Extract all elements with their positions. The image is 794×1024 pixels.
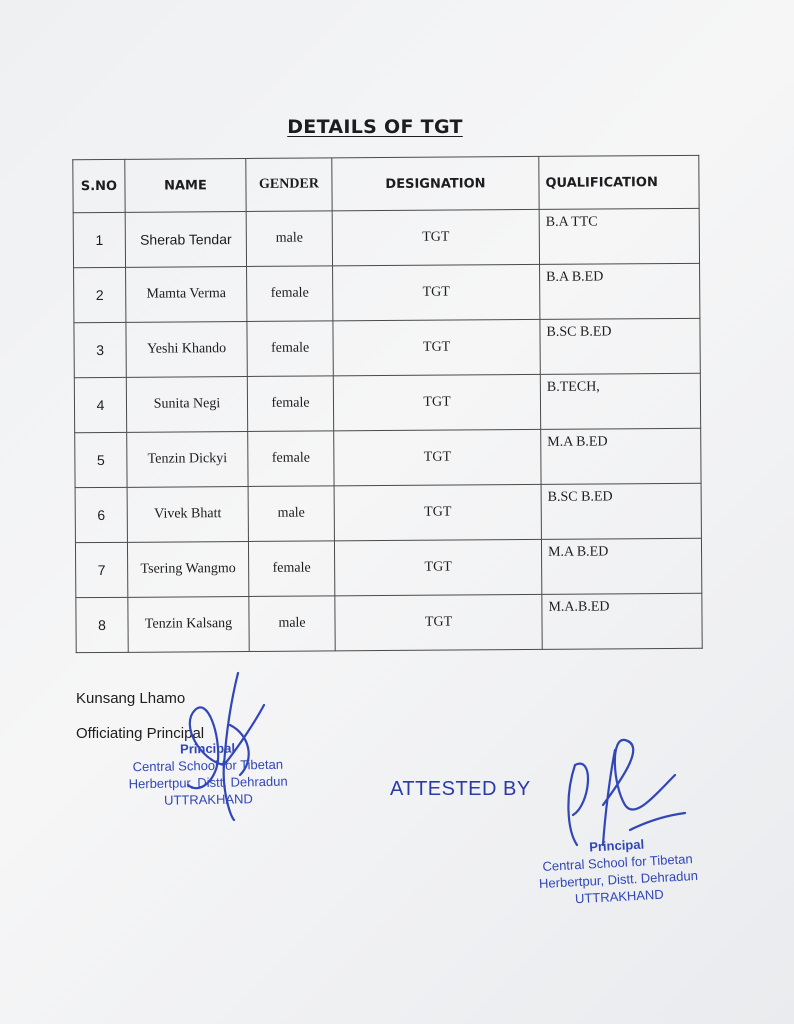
header-sno: S.NO [73, 159, 125, 212]
cell-qualification: M.A.B.ED [542, 593, 702, 649]
cell-qualification: B.TECH, [540, 373, 700, 429]
cell-name: Tenzin Kalsang [128, 596, 249, 652]
cell-designation: TGT [334, 539, 541, 595]
cell-sno: 7 [75, 542, 127, 597]
table-row [75, 483, 701, 542]
table-row [73, 208, 699, 267]
stamp-line-1: Central School for Tibetan [132, 756, 284, 775]
cell-qualification: B.A TTC [539, 208, 699, 264]
cell-gender: female [247, 266, 333, 322]
cell-name: Sherab Tendar [125, 211, 246, 267]
cell-sno: 5 [75, 432, 127, 487]
header-qualification: QUALIFICATION [539, 155, 699, 209]
table-row [74, 263, 700, 322]
cell-name: Tsering Wangmo [127, 541, 248, 597]
header-name: NAME [125, 158, 246, 212]
cell-designation: TGT [333, 374, 540, 430]
cell-gender: female [248, 431, 334, 487]
stamp-title: Principal [179, 740, 236, 757]
header-gender: GENDER [246, 158, 332, 212]
stamp-line-2: Herbertpur, Distt. Dehradun [128, 773, 288, 792]
cell-sno: 4 [74, 377, 126, 432]
cell-designation: TGT [333, 264, 540, 320]
stamp-line-3: UTTRAKHAND [163, 791, 253, 808]
cell-name: Mamta Verma [126, 266, 247, 322]
cell-name: Sunita Negi [126, 376, 247, 432]
signatory-name: Kunsang Lhamo [76, 690, 186, 707]
cell-qualification: B.A B.ED [540, 263, 700, 319]
stamp-line-2: Herbertpur, Distt. Dehradun [538, 867, 699, 892]
page-title: DETAILS OF TGT [287, 116, 463, 138]
cell-name: Vivek Bhatt [127, 486, 248, 542]
attested-by-label: ATTESTED BY [390, 778, 531, 800]
cell-designation: TGT [332, 209, 539, 265]
table-row [75, 538, 701, 597]
table-row [75, 428, 701, 487]
stamp-line-1: Central School for Tibetan [542, 851, 694, 874]
cell-gender: male [249, 596, 335, 652]
cell-name: Yeshi Khando [126, 321, 247, 377]
tgt-details-table [72, 155, 702, 653]
cell-sno: 6 [75, 487, 127, 542]
cell-sno: 2 [74, 267, 126, 322]
cell-designation: TGT [334, 484, 541, 540]
stamp-title: Principal [588, 836, 645, 855]
cell-gender: male [246, 211, 332, 267]
cell-sno: 1 [73, 212, 125, 267]
cell-designation: TGT [335, 594, 542, 650]
cell-qualification: M.A B.ED [541, 538, 701, 594]
cell-sno: 3 [74, 322, 126, 377]
cell-designation: TGT [333, 319, 540, 375]
attesting-signature-icon [555, 735, 695, 860]
cell-gender: female [248, 541, 334, 597]
cell-qualification: B.SC B.ED [540, 318, 700, 374]
cell-qualification: M.A B.ED [541, 428, 701, 484]
stamp-line-3: UTTRAKHAND [574, 886, 665, 907]
table-row [74, 373, 700, 432]
cell-gender: female [247, 376, 333, 432]
cell-name: Tenzin Dickyi [127, 431, 248, 487]
cell-qualification: B.SC B.ED [541, 483, 701, 539]
cell-sno: 8 [76, 597, 128, 652]
table-header-row [73, 155, 699, 212]
signatory-title: Officiating Principal [76, 725, 205, 742]
cell-gender: male [248, 486, 334, 542]
header-designation: DESIGNATION [332, 156, 539, 210]
principal-signature-icon [160, 665, 280, 825]
cell-designation: TGT [334, 429, 541, 485]
table-row [76, 593, 702, 652]
cell-gender: female [247, 321, 333, 377]
table-row [74, 318, 700, 377]
